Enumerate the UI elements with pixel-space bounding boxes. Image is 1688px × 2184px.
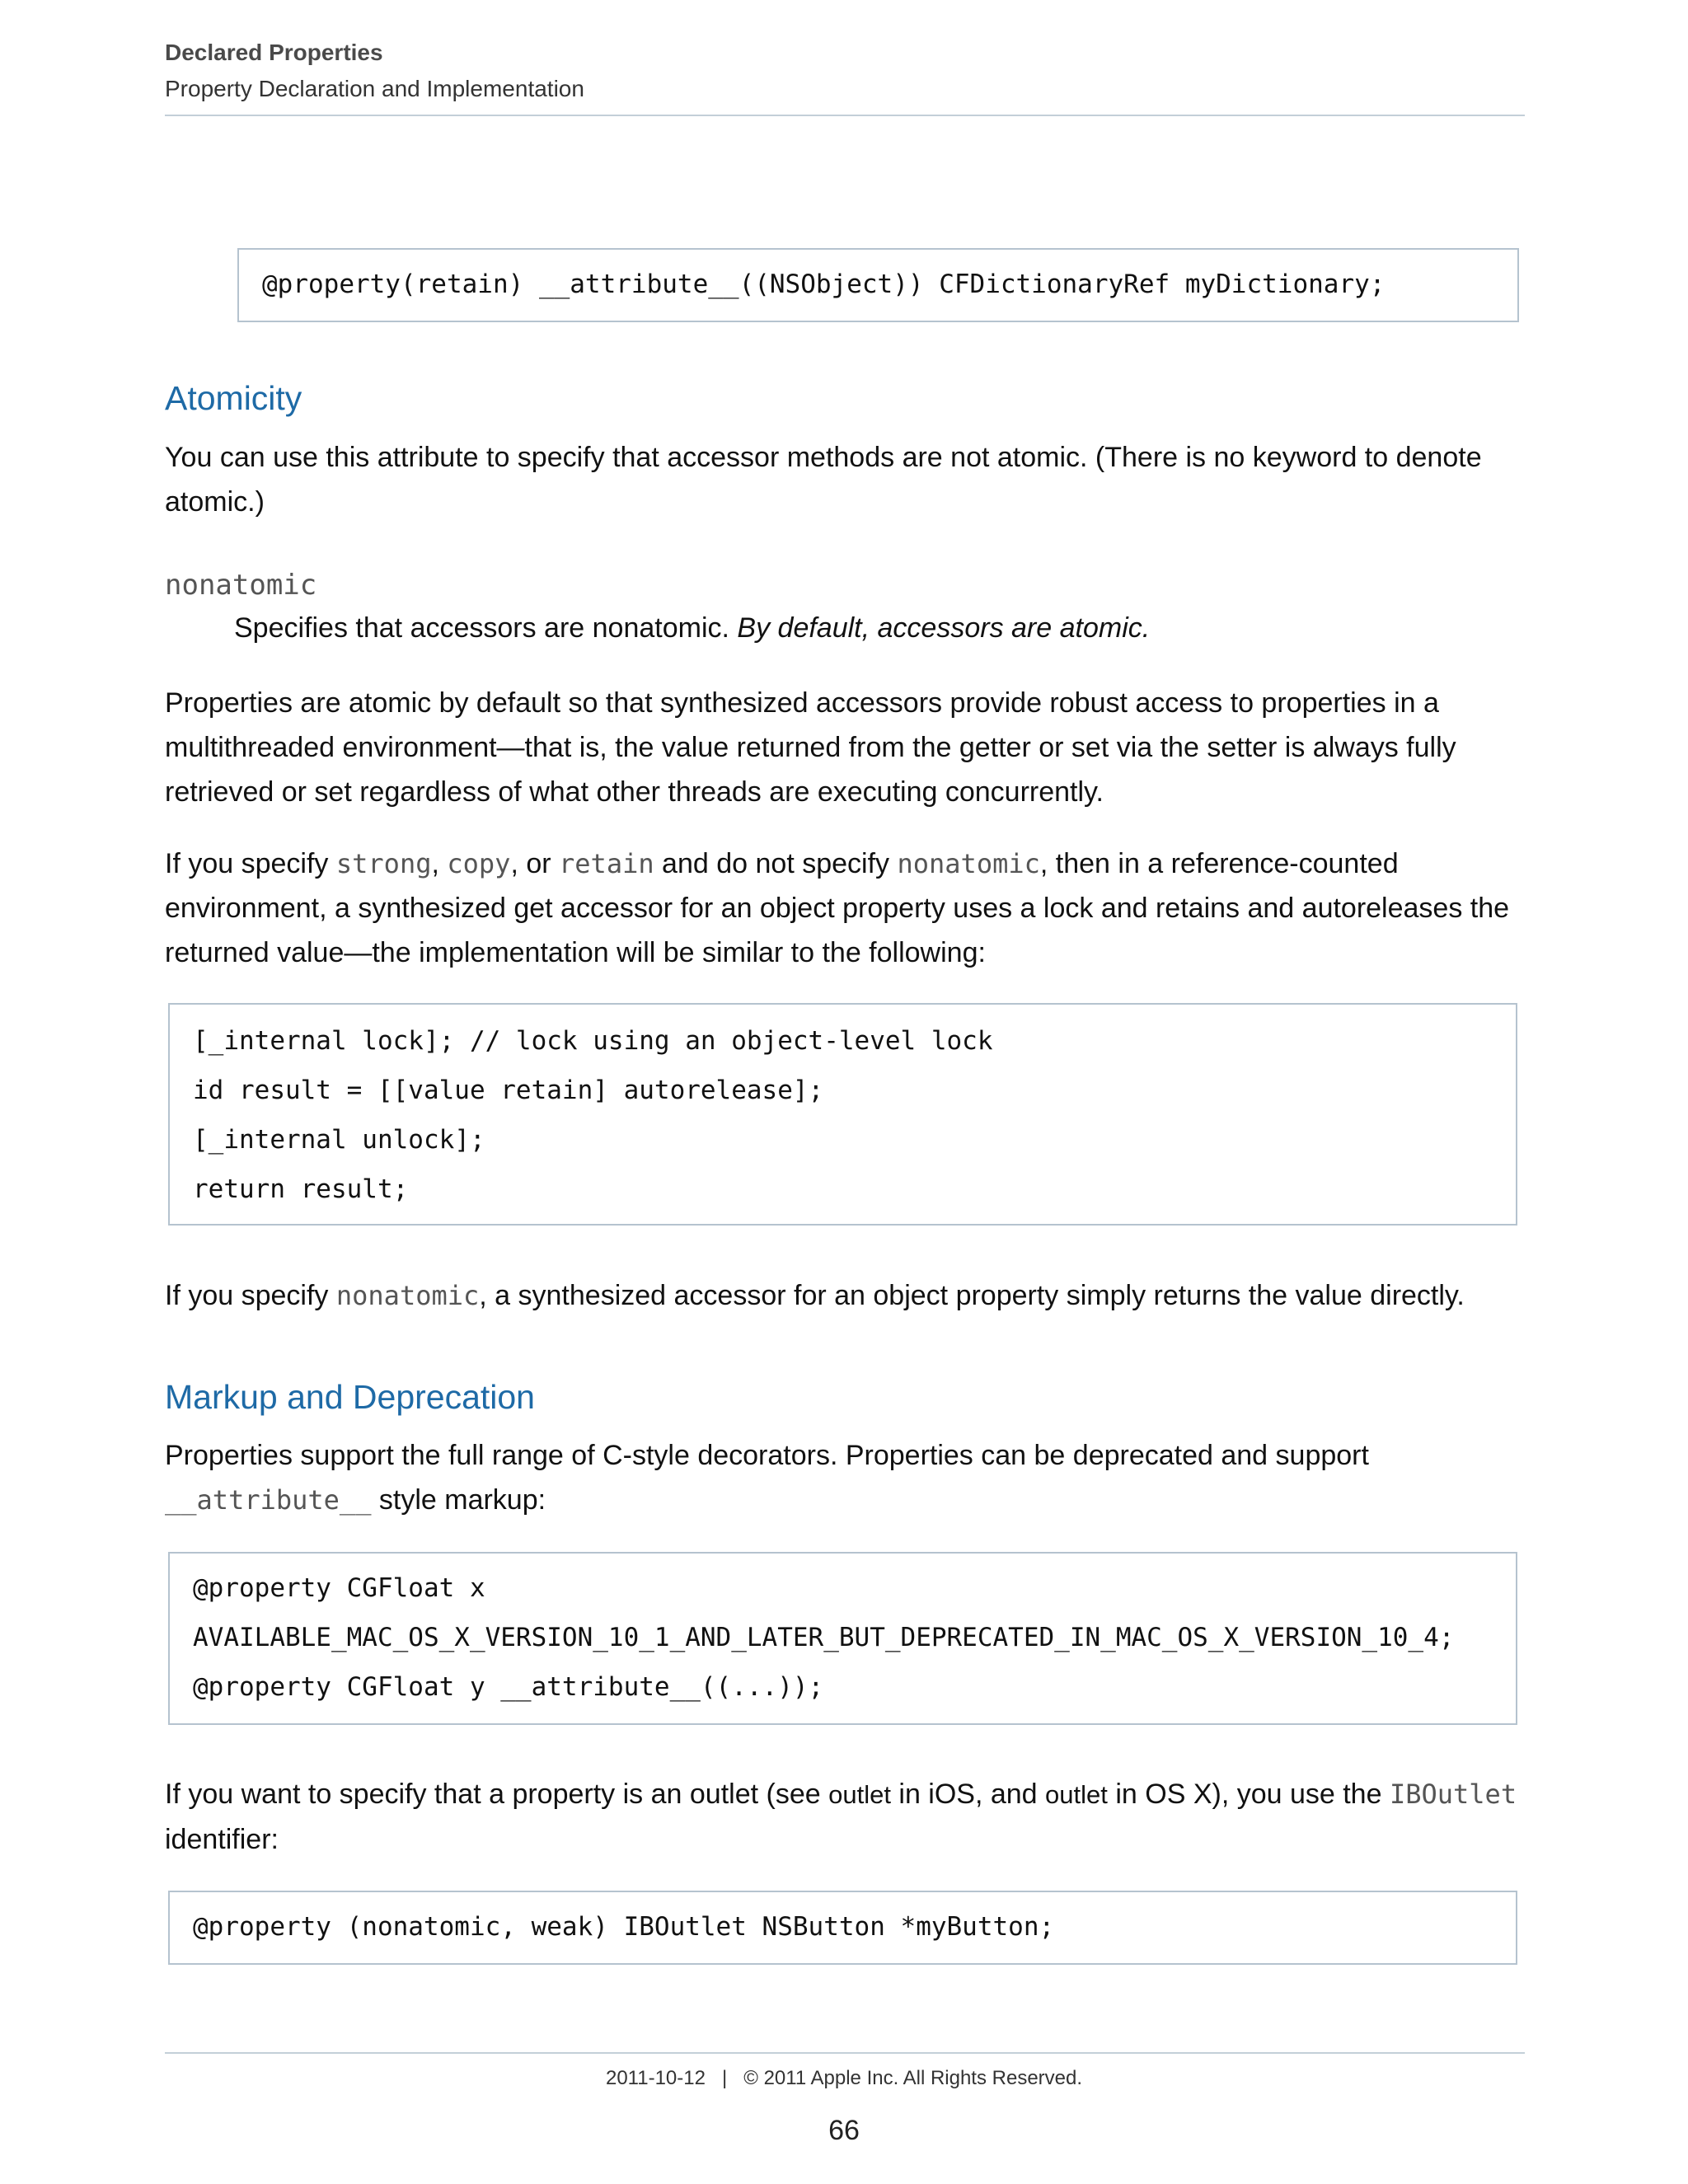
footer-text <box>0 2067 1688 2090</box>
section-title: Property Declaration and Implementation <box>165 76 584 101</box>
code-block-dictionary <box>237 248 1519 322</box>
code-line: id result = [[value retain] autorelease]; <box>193 1076 824 1105</box>
code-strong: strong <box>335 848 432 879</box>
code-line: @property (nonatomic, weak) IBOutlet NSButton *myButton; <box>193 1912 1055 1942</box>
code-line: [_internal lock]; // lock using an object-level lock <box>193 1026 993 1056</box>
code-block-atomic-getter <box>168 1003 1517 1226</box>
atomicity-paragraph-1: Properties are atomic by default so that synthesized accessors provide robust access to properties in a multithreaded environment—that is, the value returned from the getter or set via the setter is always fully retrieved or set regardless of what other threads are executing concurrently. <box>165 687 1456 808</box>
code-line: return result; <box>193 1174 409 1204</box>
footer-divider <box>165 2052 1525 2054</box>
page-number: 66 <box>828 2115 860 2146</box>
markup-paragraph-2: If you want to specify that a property is an outlet (see outlet in iOS, and outlet in OS X), you use the IBOutlet identifier: <box>165 1779 1517 1855</box>
code-block-deprecation <box>168 1552 1517 1725</box>
code-line: AVAILABLE_MAC_OS_X_VERSION_10_1_AND_LATER_BUT_DEPRECATED_IN_MAC_OS_X_VERSION_10_4; <box>193 1623 1455 1652</box>
code-copy: copy <box>447 848 511 879</box>
atomicity-intro: You can use this attribute to specify that accessor methods are not atomic. (There is no keyword to denote atomic.) <box>165 442 1482 518</box>
markup-heading: Markup and Deprecation <box>165 1378 535 1416</box>
atomicity-heading: Atomicity <box>165 379 302 417</box>
definition-italic: By default, accessors are atomic. <box>737 612 1151 644</box>
atomicity-paragraph-2: If you specify strong, copy, or retain and do not specify nonatomic, then in a reference-counted environment, a synthesized get accessor for an object property uses a lock and retains and autoreleases the returned value—the implementation will be similar to the following: <box>165 848 1510 968</box>
code-nonatomic: nonatomic <box>897 848 1040 879</box>
code-line: @property CGFloat y __attribute__((...)); <box>193 1672 824 1702</box>
atomicity-paragraph-3: If you specify nonatomic, a synthesized accessor for an object property simply returns the value directly. <box>165 1280 1465 1311</box>
code-line: @property(retain) __attribute__((NSObject)) CFDictionaryRef myDictionary; <box>262 269 1386 299</box>
footer-separator: | <box>721 2067 728 2089</box>
nonatomic-term: nonatomic <box>165 569 317 602</box>
code-iboutlet: IBOutlet <box>1389 1779 1517 1810</box>
outlet-link-ios[interactable]: outlet <box>828 1780 891 1809</box>
header-divider <box>165 115 1525 116</box>
code-retain: retain <box>559 848 654 879</box>
code-line: [_internal unlock]; <box>193 1125 485 1155</box>
chapter-title: Declared Properties <box>165 40 383 65</box>
code-attribute: __attribute__ <box>165 1484 372 1516</box>
nonatomic-definition <box>234 612 1150 644</box>
code-nonatomic: nonatomic <box>335 1280 480 1311</box>
outlet-link-osx[interactable]: outlet <box>1045 1780 1108 1809</box>
markup-paragraph-1: Properties support the full range of C-style decorators. Properties can be deprecated and support __attribute__ style markup: <box>165 1440 1369 1516</box>
code-line: @property CGFloat x <box>193 1573 485 1603</box>
definition-text: Specifies that accessors are nonatomic. <box>234 612 729 644</box>
footer-copyright: © 2011 Apple Inc. All Rights Reserved. <box>743 2067 1083 2089</box>
code-block-outlet <box>168 1891 1517 1965</box>
footer-date: 2011-10-12 <box>605 2067 706 2089</box>
